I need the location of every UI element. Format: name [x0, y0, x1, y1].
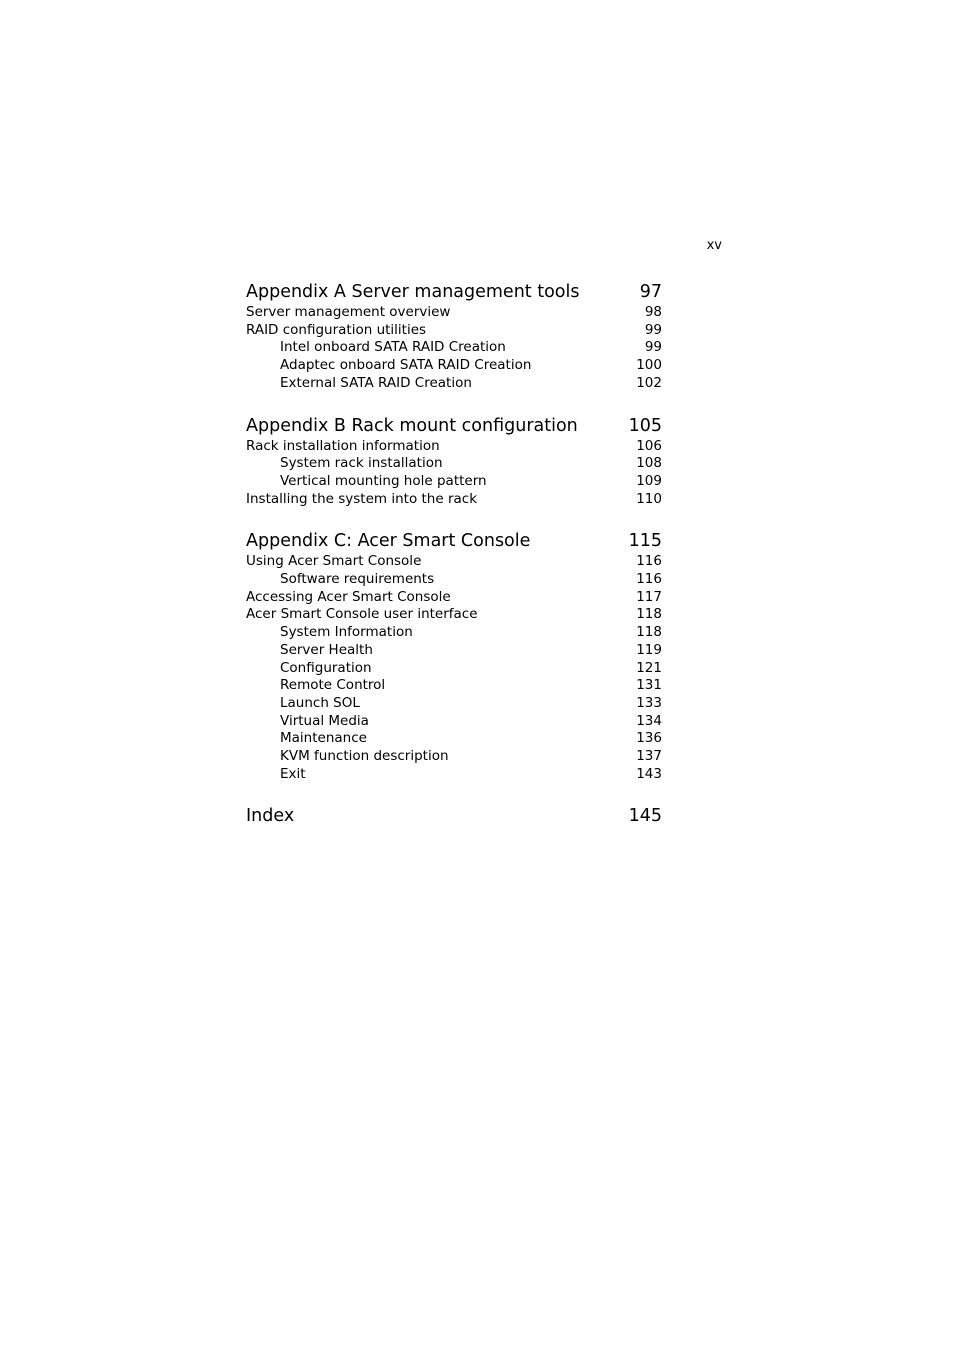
- toc-entry-label: Remote Control: [280, 677, 386, 694]
- toc-entry-label: Server management overview: [246, 304, 451, 320]
- toc-entry-label: Vertical mounting hole pattern: [280, 472, 487, 489]
- toc-section-title: Appendix B Rack mount configuration: [246, 415, 578, 436]
- toc-entry[interactable]: [246, 571, 662, 589]
- toc-entry[interactable]: [246, 748, 662, 766]
- toc-entry[interactable]: [246, 553, 662, 571]
- toc-section-heading[interactable]: [246, 804, 662, 828]
- toc-entry-label: Accessing Acer Smart Console: [246, 588, 451, 605]
- toc-section-title: Appendix A Server management tools: [246, 282, 580, 302]
- toc-section: [246, 804, 662, 828]
- toc-entry-page: 117: [636, 588, 662, 605]
- toc-entry-label: System rack installation: [280, 455, 443, 472]
- toc-entry-page: 118: [636, 606, 662, 623]
- toc-entry-label: External SATA RAID Creation: [280, 374, 472, 391]
- toc-section-title: Index: [246, 806, 295, 827]
- toc-entry-label: Adaptec onboard SATA RAID Creation: [280, 357, 532, 374]
- toc-entry-label: Server Health: [280, 641, 373, 658]
- toc-entry-label: Exit: [280, 765, 306, 782]
- toc-entry[interactable]: [246, 730, 662, 748]
- toc-entry-label: Using Acer Smart Console: [246, 553, 422, 570]
- toc-entry-page: 143: [636, 765, 662, 782]
- toc-entry[interactable]: [246, 357, 662, 375]
- toc-entry-label: Acer Smart Console user interface: [246, 606, 478, 623]
- page-number: xv: [706, 238, 722, 253]
- toc-section-heading[interactable]: [246, 529, 662, 553]
- toc-entry[interactable]: [246, 589, 662, 607]
- toc-entry-page: 137: [636, 748, 662, 765]
- toc-entry-page: 98: [644, 304, 662, 320]
- toc-entry-page: 133: [636, 694, 662, 711]
- toc-entry-page: 99: [644, 321, 662, 338]
- toc-entry-label: Intel onboard SATA RAID Creation: [280, 339, 506, 356]
- toc-entry-page: 136: [636, 730, 662, 747]
- toc-entry[interactable]: [246, 713, 662, 731]
- toc-entry-page: 119: [636, 641, 662, 658]
- toc-entry-page: 118: [636, 624, 662, 641]
- toc-entry-page: 110: [636, 490, 662, 507]
- toc-section-page: 97: [639, 282, 662, 302]
- toc-entry-page: 116: [636, 571, 662, 588]
- toc-entry-page: 134: [636, 712, 662, 729]
- toc-entry[interactable]: [246, 606, 662, 624]
- toc-entry-label: Installing the system into the rack: [246, 490, 478, 507]
- toc-entry-page: 109: [636, 472, 662, 489]
- toc-entry-page: 131: [636, 677, 662, 694]
- toc-entry-page: 108: [636, 455, 662, 472]
- toc-entry-label: Launch SOL: [280, 694, 360, 711]
- toc-entry[interactable]: [246, 455, 662, 473]
- toc-section: [246, 280, 662, 393]
- toc-entry-label: Virtual Media: [280, 712, 369, 729]
- toc-section-heading[interactable]: [246, 280, 662, 304]
- toc-entry-label: Rack installation information: [246, 437, 440, 454]
- toc-entry-label: Configuration: [280, 659, 372, 676]
- toc-entry[interactable]: [246, 695, 662, 713]
- toc-entry-label: RAID configuration utilities: [246, 321, 427, 338]
- toc-entry[interactable]: [246, 660, 662, 678]
- toc-entry[interactable]: [246, 438, 662, 456]
- toc-entry-page: 102: [636, 374, 662, 391]
- toc-entry-page: 99: [644, 339, 662, 356]
- toc-entry[interactable]: [246, 677, 662, 695]
- toc-entry-page: 121: [636, 659, 662, 676]
- toc-entry[interactable]: [246, 491, 662, 509]
- toc-entry[interactable]: [246, 642, 662, 660]
- toc-entry-label: Software requirements: [280, 571, 435, 588]
- toc-entry-page: 106: [636, 437, 662, 454]
- toc-section-title: Appendix C: Acer Smart Console: [246, 531, 531, 552]
- toc-entry[interactable]: [246, 473, 662, 491]
- toc-section: [246, 414, 662, 509]
- toc-section-page: 115: [628, 531, 662, 552]
- toc-entry-page: 116: [636, 553, 662, 570]
- toc-entry-label: System Information: [280, 624, 413, 641]
- toc-section: [246, 529, 662, 783]
- toc-section-page: 105: [628, 415, 662, 436]
- toc-entry[interactable]: [246, 375, 662, 393]
- toc-entry-page: 100: [636, 357, 662, 374]
- toc-entry-label: Maintenance: [280, 730, 367, 747]
- toc-section-page: 145: [628, 806, 662, 827]
- toc-section-heading[interactable]: [246, 414, 662, 438]
- toc-entry[interactable]: [246, 766, 662, 784]
- toc-entry-label: KVM function description: [280, 748, 449, 765]
- toc-entry[interactable]: [246, 339, 662, 357]
- toc-entry[interactable]: [246, 624, 662, 642]
- toc-entry[interactable]: [246, 322, 662, 340]
- toc-entry[interactable]: [246, 304, 662, 322]
- table-of-contents: [246, 280, 662, 828]
